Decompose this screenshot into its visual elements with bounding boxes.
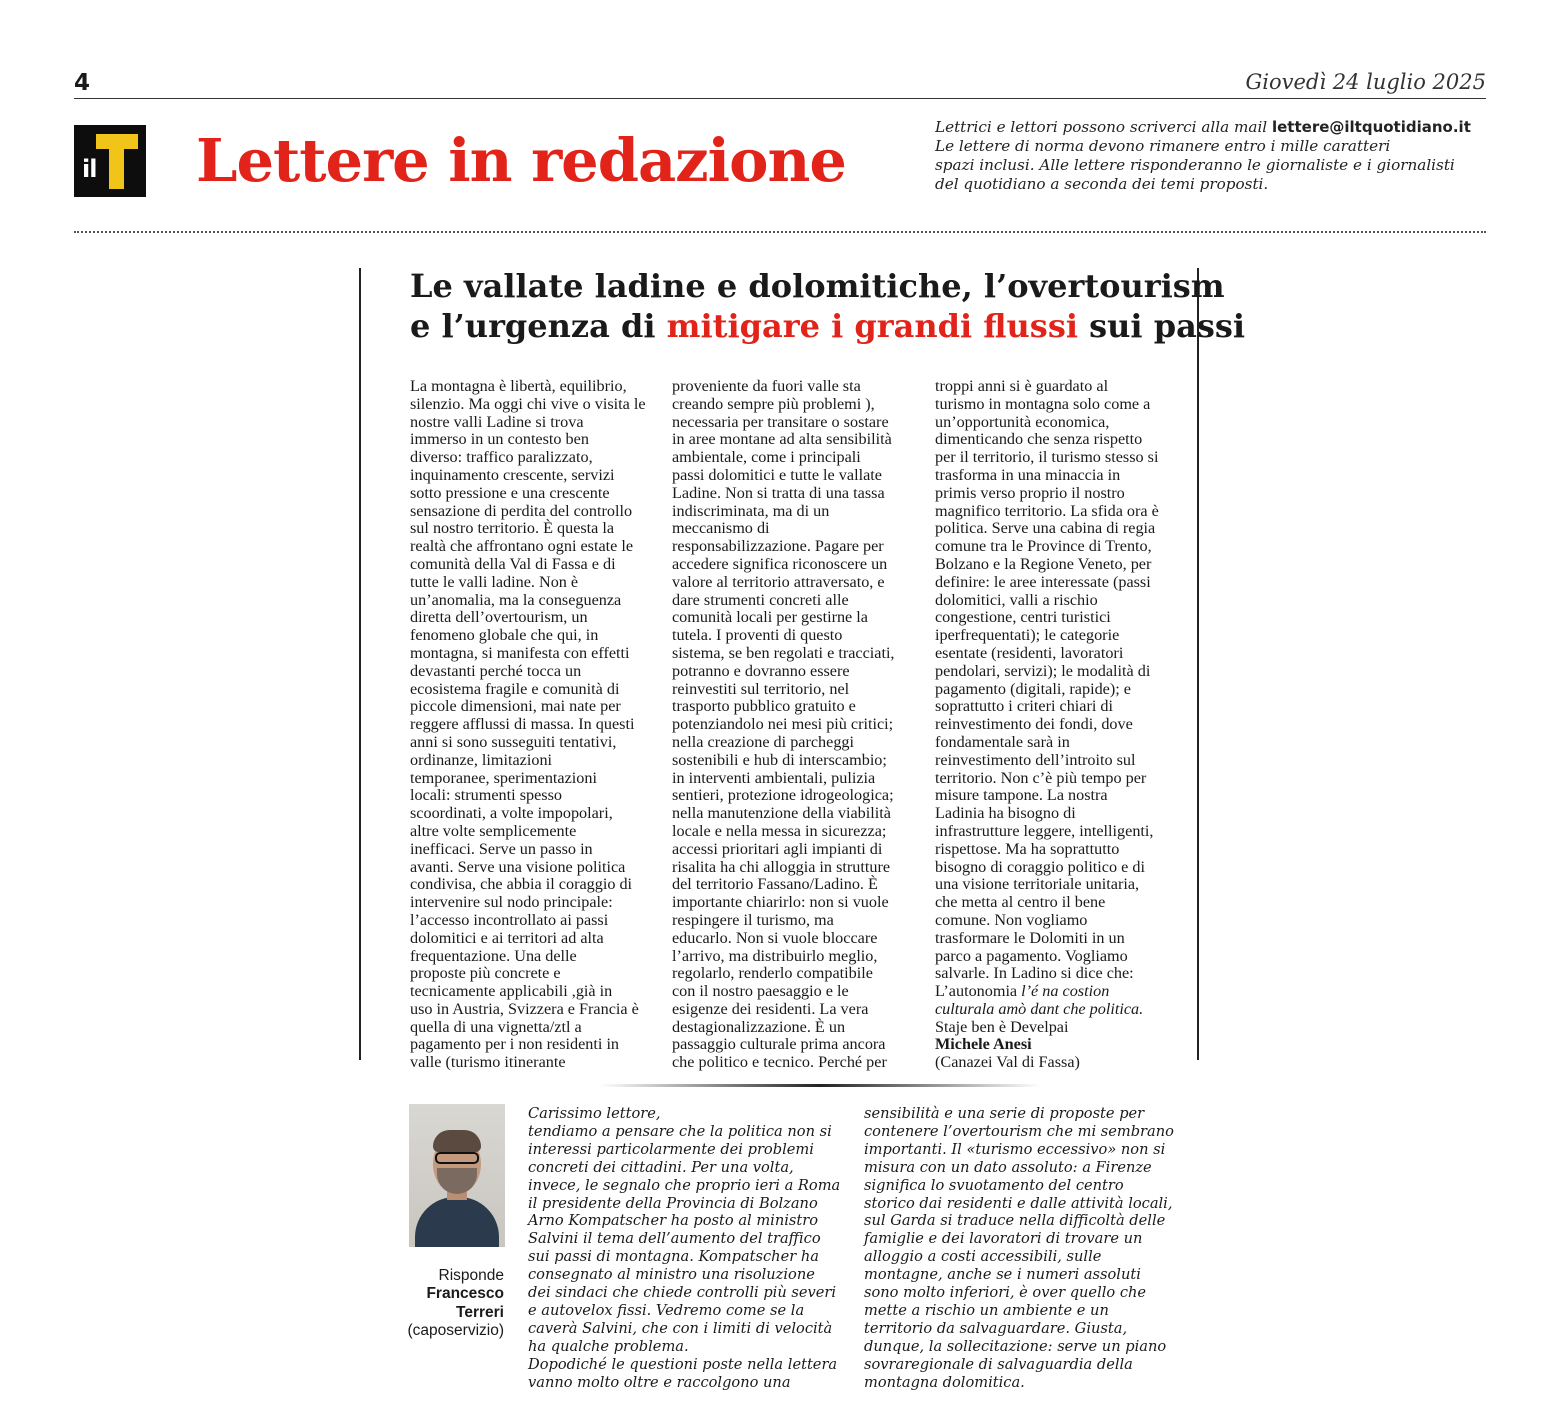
- intro-line-3: spazi inclusi. Alle lettere risponderanno le giornaliste e i giornalisti: [935, 156, 1455, 174]
- text-line: interessi particolarmente dei problemi: [528, 1140, 814, 1158]
- text-line: pagamento per i non residenti in: [410, 1035, 620, 1054]
- text-line: diverso: traffico paralizzato,: [410, 448, 593, 467]
- text-line: montagne, anche se i numeri assoluti: [864, 1266, 1141, 1284]
- text-line: montagna, si manifesta con effetti: [410, 643, 630, 662]
- text-line: esentate (residenti, lavoratori: [935, 643, 1124, 662]
- text-line: responsabilizzazione. Pagare per: [672, 537, 884, 556]
- text-line: che politico e tecnico. Perché per: [672, 1053, 887, 1072]
- text-line: troppi anni si è guardato al: [935, 377, 1109, 395]
- text-line: piccole dimensioni, mai nate per: [410, 697, 621, 716]
- page-date: Giovedì 24 luglio 2025: [1245, 70, 1486, 94]
- quote-prefix: L’autonomia: [935, 982, 1022, 1001]
- text-line: Bolzano e la Regione Veneto, per: [935, 554, 1152, 573]
- reply-column-1: [528, 1105, 841, 1392]
- text-line: che metta al centro il bene: [935, 893, 1106, 912]
- text-line: condivisa, che abbia il coraggio di: [410, 875, 633, 894]
- text-line: tutela. I proventi di questo: [672, 626, 843, 645]
- text-line: quella di una vignetta/ztl a: [410, 1017, 582, 1036]
- responder-role: (caposervizio): [407, 1321, 504, 1339]
- text-line: trasformare le Dolomiti in un: [935, 928, 1125, 947]
- text-line: importante chiarirlo: non si vuole: [672, 893, 889, 912]
- dotted-divider: [74, 231, 1486, 233]
- text-line: importanti. Il «turismo eccessivo» non si: [864, 1140, 1166, 1158]
- responder-photo: [409, 1104, 505, 1247]
- letter-frame-left-rule: [359, 268, 361, 1060]
- text-line: inquinamento crescente, servizi: [410, 465, 615, 484]
- text-line: ha qualche problema.: [528, 1337, 689, 1355]
- text-line: comune. Non vogliamo: [935, 910, 1088, 929]
- text-line: il presidente della Provincia di Bolzano: [528, 1194, 818, 1212]
- text-line: iperfrequentati); le categorie: [935, 626, 1120, 645]
- text-line: sensazione di perdita del controllo: [410, 501, 633, 520]
- text-line: ambientale, come i principali: [672, 448, 861, 467]
- text-line: valle (turismo itinerante: [410, 1053, 566, 1072]
- text-line: ecosistema fragile e comunità di: [410, 679, 620, 698]
- text-line: Ladine. Non si tratta di una tassa: [672, 483, 885, 502]
- letter-quote-line-2: culturala amò dant che politica.: [935, 999, 1144, 1018]
- text-line: dolomitici e ai territori ad alta: [410, 928, 604, 947]
- text-line: nostre valli Ladine si trova: [410, 412, 584, 431]
- text-line: comunità locali per gestirne la: [672, 608, 868, 627]
- text-line: ordinanze, limitazioni: [410, 750, 553, 769]
- text-line: l’arrivo, ma distribuirlo meglio,: [672, 946, 878, 965]
- reply-column-2: [864, 1105, 1184, 1392]
- text-line: accessi prioritari agli impianti di: [672, 839, 883, 858]
- top-rule: [74, 98, 1486, 99]
- responder-label: Risponde: [438, 1267, 504, 1284]
- text-line: anni si sono susseguiti tentativi,: [410, 732, 617, 751]
- text-line: esigenze dei residenti. La vera: [672, 999, 869, 1018]
- letter-author: Michele Anesi: [935, 1035, 1032, 1054]
- photo-hair-shape: [433, 1130, 481, 1152]
- text-line: indiscriminata, ma di un: [672, 501, 830, 520]
- text-line: risalita ha chi alloggia in strutture: [672, 857, 891, 876]
- responder-first-name: Francesco: [426, 1285, 504, 1303]
- text-line: inefficaci. Serve un passo in: [410, 839, 593, 858]
- text-line: necessaria per transitare o sostare: [672, 412, 889, 431]
- text-line: sistema, se ben regolati e tracciati,: [672, 643, 895, 662]
- text-line: scoordinati, a volte impopolari,: [410, 804, 613, 823]
- text-line: comune tra le Province di Trento,: [935, 537, 1152, 556]
- contact-email[interactable]: lettere@iltquotidiano.it: [1271, 118, 1471, 136]
- text-line: sentieri, protezione idrogeologica;: [672, 786, 894, 805]
- text-line: sostenibili e hub di interscambio;: [672, 750, 887, 769]
- headline-line-2: [410, 306, 1245, 346]
- text-line: potenziandolo nei mesi più critici;: [672, 715, 894, 734]
- text-line: meccanismo di: [672, 519, 770, 538]
- text-line: fenomeno globale che qui, in: [410, 626, 599, 645]
- text-line: pendolari, servizi); le modalità di: [935, 661, 1151, 680]
- text-line: diretta dell’overtourism, un: [410, 608, 588, 627]
- text-line: locali: strumenti spesso: [410, 786, 562, 805]
- text-line: salvarle. In Ladino si dice che:: [935, 964, 1134, 983]
- text-line: tutte le valli ladine. Non è: [410, 572, 579, 591]
- text-line: definire: le aree interessate (passi: [935, 572, 1151, 591]
- text-line: Carissimo lettore,: [528, 1105, 661, 1122]
- text-line: dei sindaci che chiede controlli più severi: [528, 1284, 837, 1302]
- text-line: locale e nella messa in sicurezza;: [672, 821, 887, 840]
- letter-headline: [410, 266, 1245, 346]
- text-line: Arno Kompatscher ha posto al ministro: [528, 1212, 819, 1230]
- text-line: educarlo. Non si vuole bloccare: [672, 928, 878, 947]
- logo-t-stem: [109, 149, 124, 189]
- text-line: e autovelox fissi. Vedremo come se la: [528, 1301, 805, 1319]
- text-line: politica. Serve una cabina di regia: [935, 519, 1156, 538]
- text-line: nella manutenzione della viabilità: [672, 804, 891, 823]
- letter-closing: Staje ben è Develpai: [935, 1017, 1069, 1036]
- text-line: realtà che affrontano ogni estate le: [410, 537, 634, 556]
- text-line: consegnato al ministro una risoluzione: [528, 1266, 815, 1284]
- text-line: famiglie e dei lavoratori di trovare un: [864, 1230, 1143, 1248]
- text-line: respingere il turismo, ma: [672, 910, 834, 929]
- text-line: accedere significa riconoscere un: [672, 554, 888, 573]
- letter-column-3: [935, 378, 1175, 1072]
- text-line: passaggio culturale prima ancora: [672, 1035, 886, 1054]
- text-line: un’opportunità economica,: [935, 412, 1110, 431]
- text-line: dimenticando che senza rispetto: [935, 430, 1143, 449]
- text-line: trasforma in una minaccia in: [935, 465, 1121, 484]
- text-line: rispettose. Ma ha soprattutto: [935, 839, 1120, 858]
- text-line: destagionalizzazione. È un: [672, 1017, 846, 1036]
- text-line: Ladinia ha bisogno di: [935, 804, 1076, 823]
- text-line: misura con un dato assoluto: a Firenze: [864, 1158, 1152, 1176]
- responder-last-name: Terreri: [456, 1303, 504, 1321]
- text-line: Salvini il tema dell’aumento del traffico: [528, 1230, 821, 1248]
- text-line: frequentazione. Una delle: [410, 946, 577, 965]
- photo-body-shape: [415, 1197, 499, 1247]
- text-line: mette a rischio un ambiente e un: [864, 1301, 1109, 1319]
- text-line: fondamentale sarà in: [935, 732, 1070, 751]
- text-line: contenere l’overtourism che mi sembrano: [864, 1122, 1174, 1140]
- text-line: montagna dolomitica.: [864, 1373, 1025, 1391]
- text-line: creando sempre più problemi ),: [672, 394, 875, 413]
- text-line: silenzio. Ma oggi chi vive o visita le: [410, 394, 646, 413]
- text-line: bisogno di coraggio politico e di: [935, 857, 1145, 876]
- logo-il-text: il: [82, 155, 97, 183]
- text-line: turismo in montagna solo come a: [935, 394, 1151, 413]
- headline-line-1: Le vallate ladine e dolomitiche, l’overtourism: [410, 267, 1225, 305]
- text-line: primis verso proprio il nostro: [935, 483, 1125, 502]
- headline-accent: mitigare i grandi flussi: [666, 307, 1078, 345]
- text-line: La montagna è libertà, equilibrio,: [410, 377, 627, 395]
- responder-byline: [380, 1267, 504, 1340]
- text-line: comunità della Val di Fassa e di: [410, 554, 616, 573]
- text-line: caverà Salvini, che con i limiti di velocità: [528, 1319, 833, 1337]
- letter-column-2: [672, 378, 912, 1072]
- letter-column-1: [410, 378, 650, 1072]
- text-line: con il nostro paesaggio e le: [672, 982, 849, 1001]
- text-line: avanti. Serve una visione politica: [410, 857, 626, 876]
- text-line: sul Garda si traduce nella difficoltà delle: [864, 1212, 1166, 1230]
- text-line: misure tampone. La nostra: [935, 786, 1108, 805]
- text-line: Dopodiché le questioni poste nella lettera: [528, 1355, 838, 1373]
- text-line: per il territorio, il turismo stesso si: [935, 448, 1159, 467]
- text-line: dolomitici, valli a rischio: [935, 590, 1098, 609]
- text-line: sensibilità e una serie di proposte per: [864, 1105, 1145, 1122]
- text-line: passi dolomitici e tutte le vallate: [672, 465, 882, 484]
- text-line: l’accesso incontrollato ai passi: [410, 910, 609, 929]
- quote-italic-1: l’é na costion: [1021, 982, 1110, 1001]
- letter-frame-right-rule: [1197, 268, 1199, 1060]
- text-line: sotto pressione e una crescente: [410, 483, 610, 502]
- page-number: 4: [74, 70, 91, 96]
- text-line: infrastrutture leggere, intelligenti,: [935, 821, 1154, 840]
- text-line: nella creazione di parcheggi: [672, 732, 855, 751]
- intro-note: [935, 118, 1487, 194]
- text-line: alloggio a costi accessibili, sulle: [864, 1248, 1102, 1266]
- text-line: reinvestimento dell’introito sul: [935, 750, 1136, 769]
- intro-line-2: Le lettere di norma devono rimanere entro i mille caratteri: [935, 137, 1391, 155]
- text-line: sul nostro territorio. È questa la: [410, 519, 615, 538]
- text-line: in aree montane ad alta sensibilità: [672, 430, 892, 449]
- text-line: concreti dei cittadini. Per una volta,: [528, 1158, 794, 1176]
- text-line: congestione, centri turistici: [935, 608, 1111, 627]
- text-line: soprattutto i criteri chiari di: [935, 697, 1114, 716]
- text-line: proveniente da fuori valle sta: [672, 377, 861, 395]
- section-divider: [600, 1084, 1040, 1087]
- text-line: del territorio Fassano/Ladino. È: [672, 875, 878, 894]
- text-line: tendiamo a pensare che la politica non si: [528, 1122, 832, 1140]
- text-line: pagamento (digitali, rapide); e: [935, 679, 1131, 698]
- text-line: tecnicamente applicabili ,già in: [410, 982, 613, 1001]
- text-line: devastanti perché tocca un: [410, 661, 582, 680]
- text-line: dunque, la sollecitazione: serve un piano: [864, 1337, 1167, 1355]
- photo-beard-shape: [437, 1168, 477, 1194]
- text-line: in interventi ambientali, pulizia: [672, 768, 876, 787]
- text-line: sovraregionale di salvaguardia della: [864, 1355, 1133, 1373]
- intro-line-1-text: Lettrici e lettori possono scriverci alla mail: [935, 118, 1272, 136]
- text-line: territorio da salvaguardare. Giusta,: [864, 1319, 1128, 1337]
- text-line: significa lo svuotamento del centro: [864, 1176, 1124, 1194]
- text-line: intervenire sul nodo principale:: [410, 893, 613, 912]
- newspaper-logo: [74, 125, 146, 197]
- text-line: uso in Austria, Svizzera e Francia è: [410, 999, 639, 1018]
- text-line: reinvestimento dei fondi, dove: [935, 715, 1133, 734]
- letter-author-location: (Canazei Val di Fassa): [935, 1053, 1080, 1072]
- section-title: Lettere in redazione: [196, 126, 846, 195]
- text-line: temporanee, sperimentazioni: [410, 768, 597, 787]
- intro-line-1: [935, 118, 1487, 137]
- text-line: magnifico territorio. La sfida ora è: [935, 501, 1159, 520]
- text-line: storico dai residenti e dalle attività locali,: [864, 1194, 1173, 1212]
- text-line: reggere afflussi di massa. In questi: [410, 715, 635, 734]
- headline-line-2-prefix: e l’urgenza di: [410, 307, 667, 345]
- text-line: trasporto pubblico gratuito e: [672, 697, 856, 716]
- text-line: altre volte semplicemente: [410, 821, 577, 840]
- text-line: potranno e dovranno essere: [672, 661, 850, 680]
- logo-t-bar: [96, 134, 138, 149]
- text-line: sono molto inferiori, è over quello che: [864, 1284, 1147, 1302]
- text-line: vanno molto oltre e raccolgono una: [528, 1373, 791, 1391]
- text-line: proposte più concrete e: [410, 964, 561, 983]
- text-line: una visione territoriale unitaria,: [935, 875, 1140, 894]
- text-line: invece, le segnalo che proprio ieri a Roma: [528, 1176, 841, 1194]
- text-line: sui passi di montagna. Kompatscher ha: [528, 1248, 819, 1266]
- text-line: territorio. Non c’è più tempo per: [935, 768, 1147, 787]
- text-line: parco a pagamento. Vogliamo: [935, 946, 1128, 965]
- letter-quote-line-1: [935, 983, 1175, 1001]
- text-line: un’anomalia, ma la conseguenza: [410, 590, 622, 609]
- text-line: dare strumenti concreti alle: [672, 590, 849, 609]
- photo-glasses-shape: [435, 1152, 479, 1164]
- text-line: valore al territorio attraversato, e: [672, 572, 885, 591]
- text-line: immerso in un contesto ben: [410, 430, 589, 449]
- text-line: regolarlo, renderlo compatibile: [672, 964, 873, 983]
- letter-column-3-body: [935, 378, 1175, 983]
- text-line: reinvestiti sul territorio, nel: [672, 679, 850, 698]
- headline-line-2-suffix: sui passi: [1077, 307, 1245, 345]
- intro-line-4: del quotidiano a seconda dei temi proposti.: [935, 175, 1269, 193]
